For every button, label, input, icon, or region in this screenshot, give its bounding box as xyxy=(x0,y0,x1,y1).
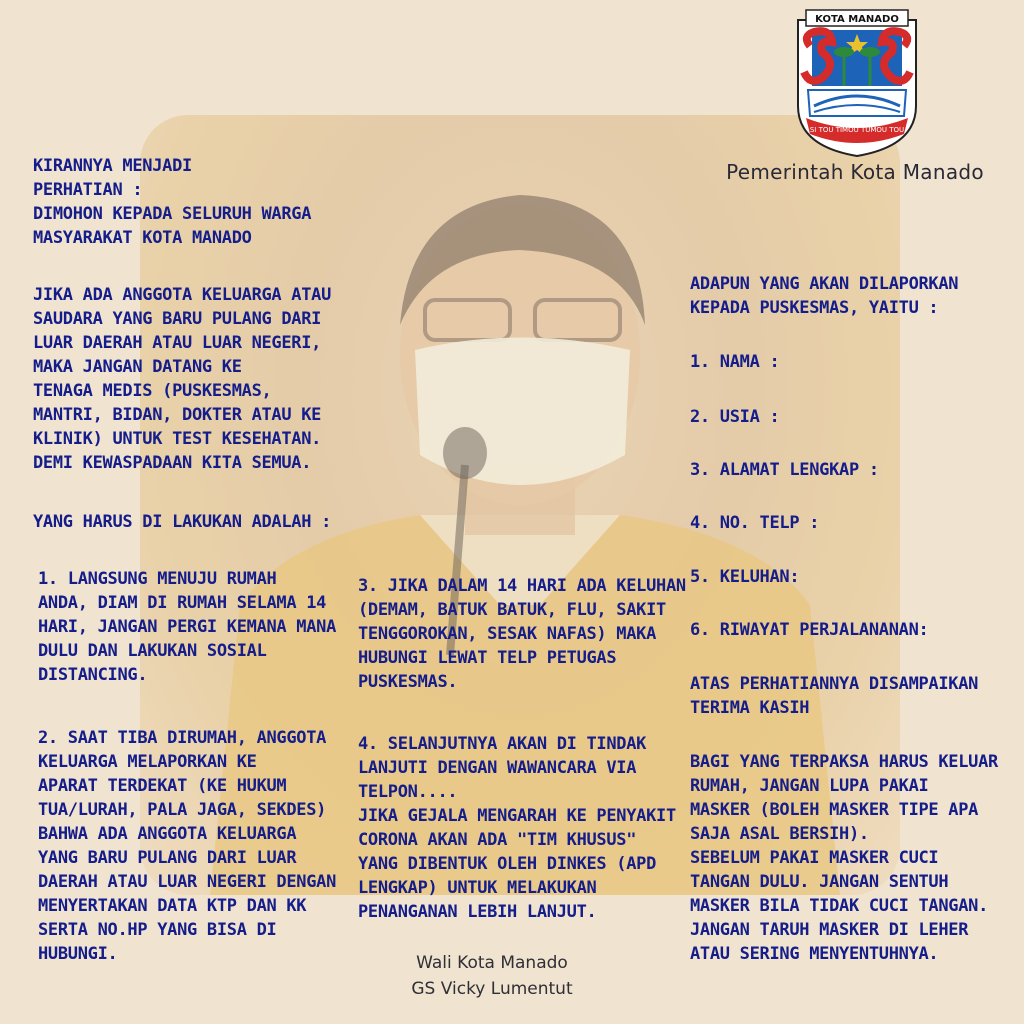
step-4: 4. SELANJUTNYA AKAN DI TINDAK LANJUTI DENGAN WAWANCARA VIA TELPON.... JIKA GEJALA MENGARAH KE PENYAKIT CORONA AKAN ADA "TIM KHUSUS" YANG DIBENTUK OLEH DINKES (APD LENGKAP) UNTUK MELAKUKAN PENANGANAN LEBIH LANJUT. xyxy=(358,734,676,922)
logo-motto-text: SI TOU TIMOU TUMOU TOU xyxy=(809,126,905,134)
steps-heading: YANG HARUS DI LAKUKAN ADALAH : xyxy=(33,512,332,532)
report-item-phone: 4. NO. TELP : xyxy=(690,513,820,533)
kota-manado-logo xyxy=(792,6,922,158)
attention-notice: KIRANNYA MENJADI PERHATIAN : DIMOHON KEPADA SELURUH WARGA MASYARAKAT KOTA MANADO xyxy=(33,156,312,248)
signature-block xyxy=(392,950,592,1002)
returning-family-paragraph: JIKA ADA ANGGOTA KELUARGA ATAU SAUDARA YANG BARU PULANG DARI LUAR DAERAH ATAU LUAR NEGERI, MAKA JANGAN DATANG KE TENAGA MEDIS (PUSKESMAS, MANTRI, BIDAN, DOKTER ATAU KE KLINIK) UNTUK TEST KESEHATAN. DEMI KEWASPADAAN KITA SEMUA. xyxy=(33,285,332,473)
step-1: 1. LANGSUNG MENUJU RUMAH ANDA, DIAM DI RUMAH SELAMA 14 HARI, JANGAN PERGI KEMANA MANA DULU DAN LAKUKAN SOSIAL DISTANCING. xyxy=(38,569,337,685)
thanks-text: ATAS PERHATIANNYA DISAMPAIKAN TERIMA KASIH xyxy=(690,674,979,718)
report-item-travel-history: 6. RIWAYAT PERJALANANAN: xyxy=(690,620,929,640)
mask-advice: BAGI YANG TERPAKSA HARUS KELUAR RUMAH, JANGAN LUPA PAKAI MASKER (BOLEH MASKER TIPE APA SAJA ASAL BERSIH). SEBELUM PAKAI MASKER CUCI TANGAN DULU. JANGAN SENTUH MASKER BILA TIDAK CUCI TANGAN. JANGAN TARUH MASKER DI LEHER ATAU SERING MENYENTUHNYA. xyxy=(690,752,998,964)
logo-banner-text: KOTA MANADO xyxy=(815,14,899,25)
step-2: 2. SAAT TIBA DIRUMAH, ANGGOTA KELUARGA MELAPORKAN KE APARAT TERDEKAT (KE HUKUM TUA/LURAH, PALA JAGA, SEKDES) BAHWA ADA ANGGOTA KELUARGA YANG BARU PULANG DARI LUAR DAERAH ATAU LUAR NEGERI DENGAN MENYERTAKAN DATA KTP DAN KK SERTA NO.HP YANG BISA DI HUBUNGI. xyxy=(38,728,337,964)
report-item-address: 3. ALAMAT LENGKAP : xyxy=(690,460,879,480)
report-intro: ADAPUN YANG AKAN DILAPORKAN KEPADA PUSKESMAS, YAITU : xyxy=(690,274,959,318)
government-label: Pemerintah Kota Manado xyxy=(726,160,984,184)
mayor-title: Wali Kota Manado xyxy=(416,953,568,973)
mayor-name: GS Vicky Lumentut xyxy=(411,979,573,999)
report-item-name: 1. NAMA : xyxy=(690,352,780,372)
report-item-complaint: 5. KELUHAN: xyxy=(690,567,800,587)
report-item-age: 2. USIA : xyxy=(690,407,780,427)
step-3: 3. JIKA DALAM 14 HARI ADA KELUHAN (DEMAM, BATUK BATUK, FLU, SAKIT TENGGOROKAN, SESAK NAFAS) MAKA HUBUNGI LEWAT TELP PETUGAS PUSKESMAS. xyxy=(358,576,686,692)
